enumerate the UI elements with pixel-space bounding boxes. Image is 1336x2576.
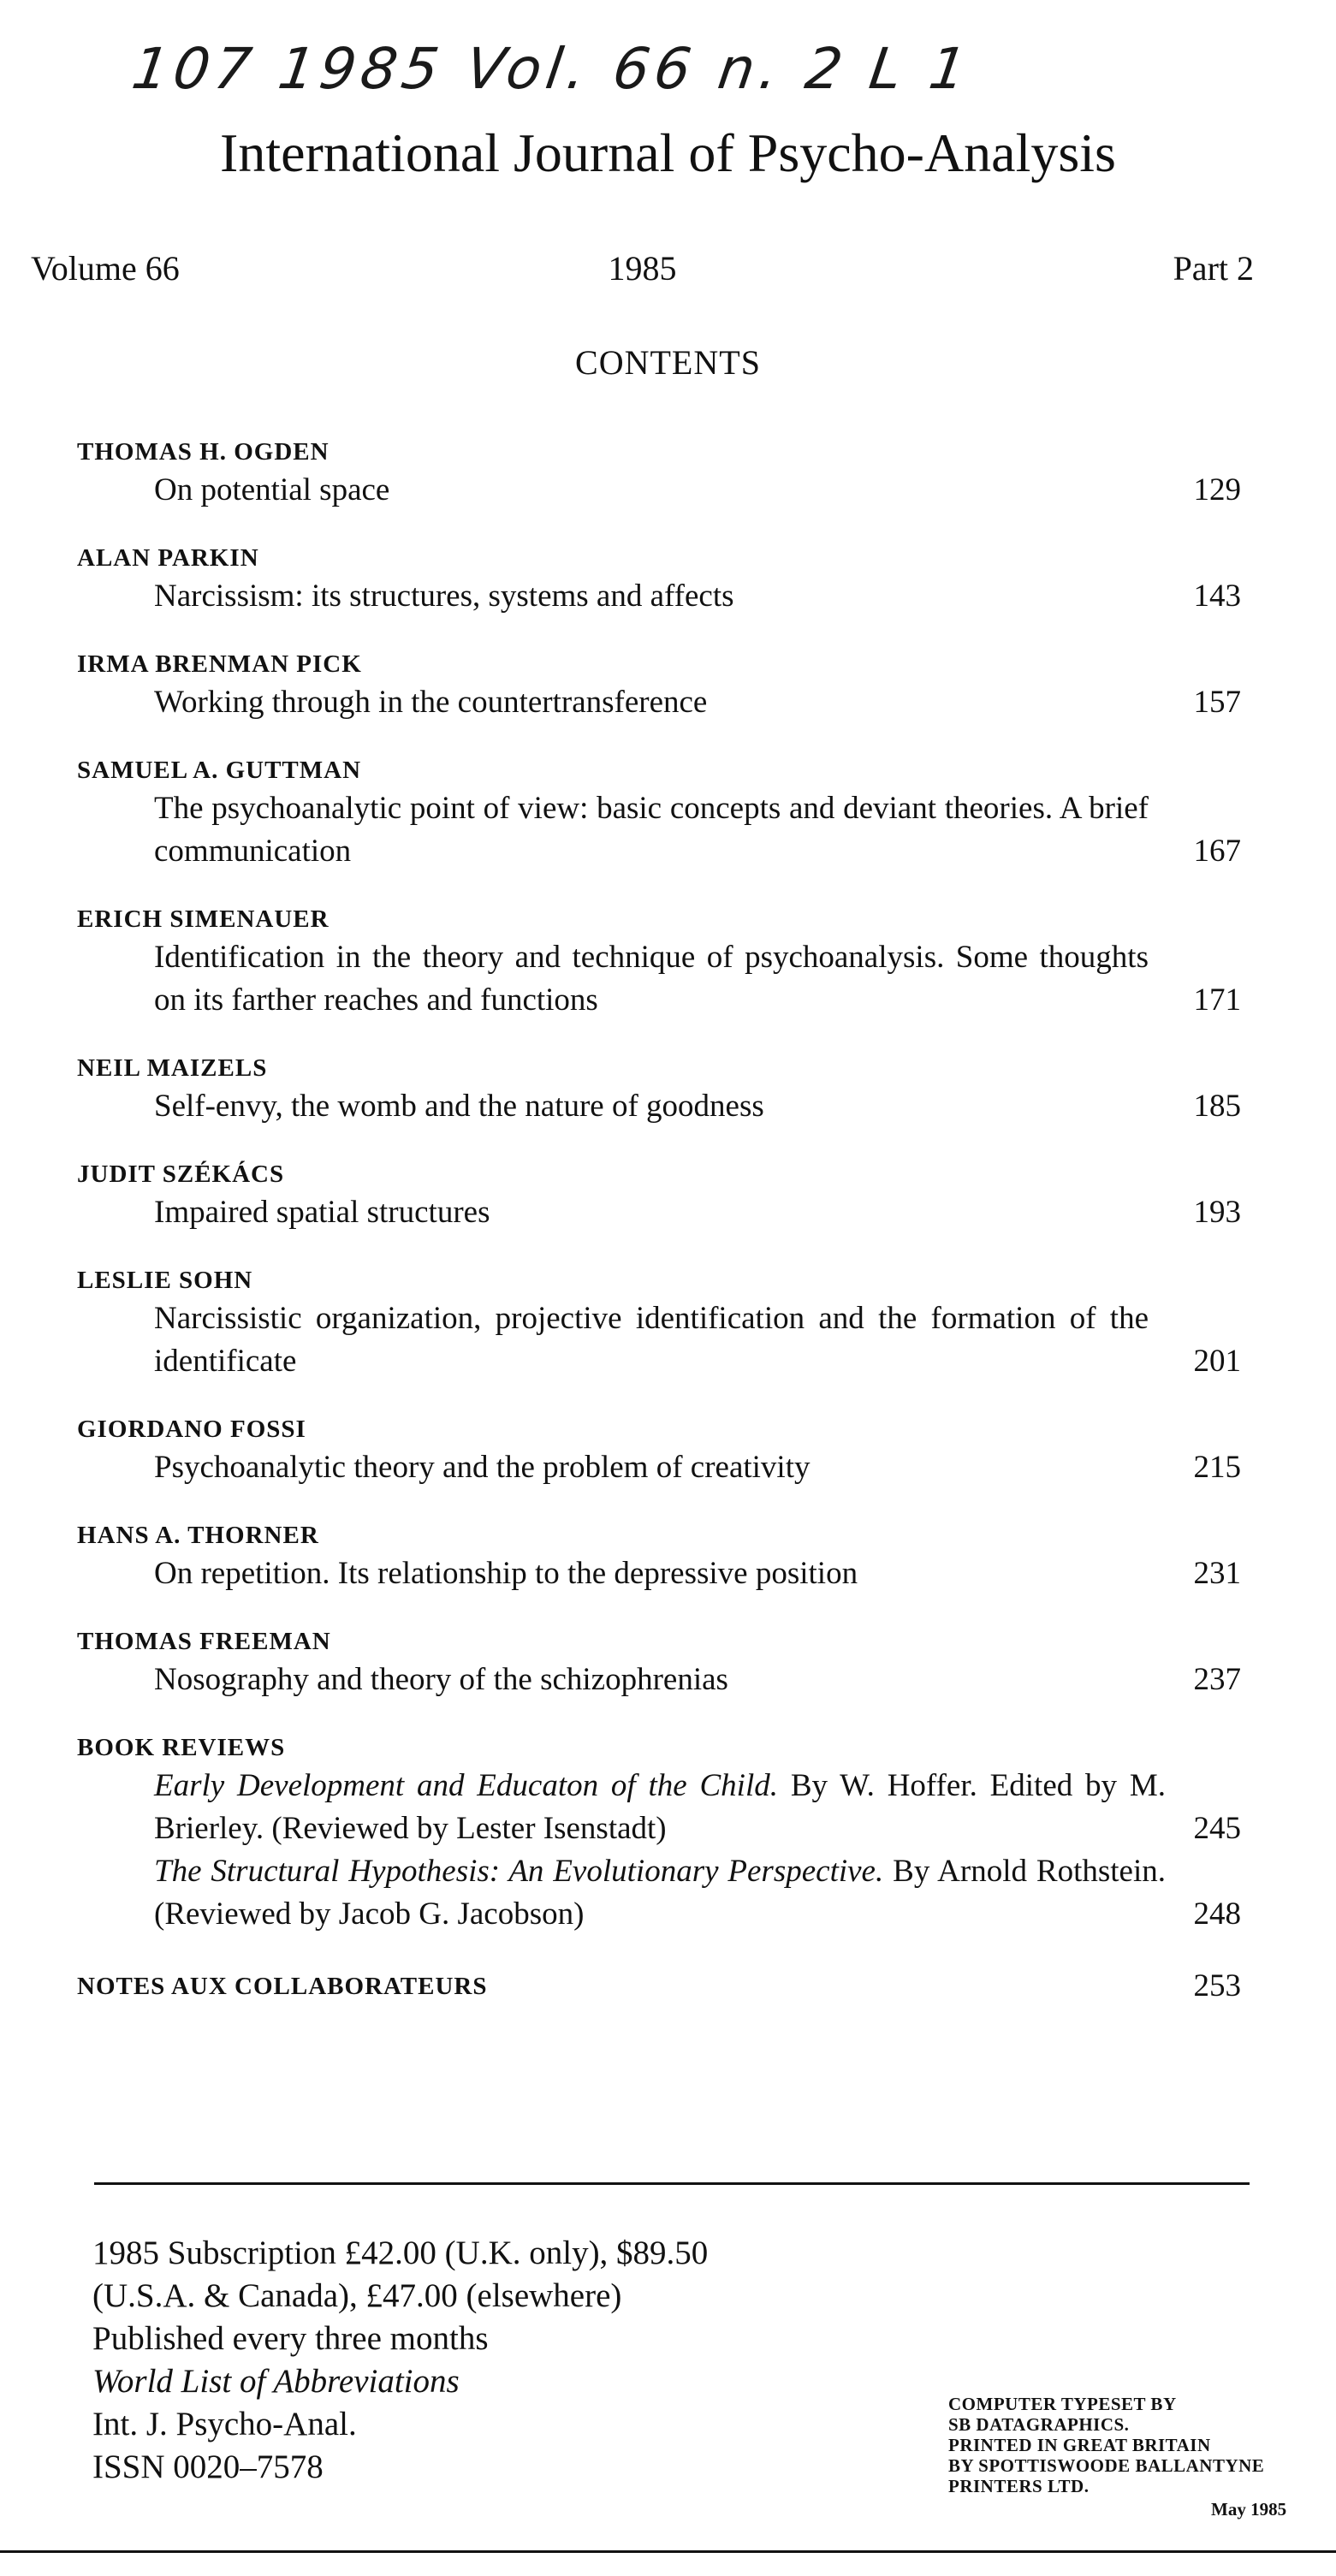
- entry-item: [77, 1085, 1241, 1128]
- entry-page-number: 129: [1193, 472, 1241, 507]
- bottom-rule: [0, 2550, 1336, 2553]
- table-of-contents: [77, 435, 1241, 2037]
- entry-author: THOMAS FREEMAN: [77, 1628, 331, 1655]
- review-item: [77, 1765, 1241, 1850]
- entry-author: SAMUEL A. GUTTMAN: [77, 757, 362, 784]
- entry-item: [77, 1297, 1241, 1383]
- review-item: [77, 1850, 1241, 1936]
- entry-title: Narcissism: its structures, systems and affects: [154, 579, 734, 614]
- review-page-number: 245: [1193, 1811, 1241, 1846]
- entry-page-number: 237: [1193, 1662, 1241, 1697]
- entry-title: Nosography and theory of the schizophrenias: [154, 1662, 728, 1697]
- entry-page-number: 201: [1193, 1344, 1241, 1379]
- printer-line: COMPUTER TYPESET BY: [948, 2394, 1177, 2414]
- entry-title: On repetition. Its relationship to the depressive position: [154, 1556, 858, 1591]
- review-book-title: Early Development and Educaton of the Child.: [154, 1768, 778, 1803]
- notes-entry: [77, 1965, 1241, 2008]
- review-book-title: The Structural Hypothesis: An Evolutionary Perspective.: [154, 1854, 884, 1889]
- entry-title: Psychoanalytic theory and the problem of creativity: [154, 1450, 811, 1485]
- publication-frequency: Published every three months: [92, 2320, 489, 2357]
- toc-entry: [77, 435, 1241, 512]
- entry-page-number: 215: [1193, 1450, 1241, 1485]
- entry-page-number: 167: [1193, 834, 1241, 869]
- entry-author: ERICH SIMENAUER: [77, 905, 330, 933]
- entry-item: [77, 681, 1241, 724]
- entry-title: On potential space: [154, 472, 390, 507]
- divider-line: [94, 2182, 1250, 2185]
- toc-entry: [77, 1624, 1241, 1701]
- volume-row: [31, 248, 1254, 291]
- toc-entry: [77, 1051, 1241, 1128]
- abbreviations-label: World List of Abbreviations: [92, 2363, 460, 2400]
- subscription-line-2: (U.S.A. & Canada), £47.00 (elsewhere): [92, 2277, 622, 2314]
- entry-item: [77, 1552, 1241, 1595]
- entry-item: [77, 469, 1241, 512]
- entry-author: THOMAS H. OGDEN: [77, 438, 330, 466]
- toc-entry: [77, 541, 1241, 618]
- entry-title: Narcissistic organization, projective identification and the formation of the identificate: [154, 1301, 1149, 1379]
- printer-line: BY SPOTTISWOODE BALLANTYNE: [948, 2455, 1265, 2476]
- entry-author: IRMA BRENMAN PICK: [77, 650, 362, 678]
- entry-page-number: 157: [1193, 685, 1241, 720]
- entry-item: [77, 575, 1241, 618]
- subscription-info: [92, 2232, 708, 2489]
- toc-entry: [77, 1263, 1241, 1383]
- entry-title: The psychoanalytic point of view: basic concepts and deviant theories. A brief communication: [154, 791, 1149, 869]
- review-page-number: 248: [1193, 1896, 1241, 1932]
- entry-page-number: 143: [1193, 579, 1241, 614]
- printer-line: PRINTERS LTD.: [948, 2476, 1090, 2496]
- printer-line: SB DATAGRAPHICS.: [948, 2414, 1130, 2435]
- subscription-line-1: 1985 Subscription £42.00 (U.K. only), $89.50: [92, 2235, 709, 2271]
- review-title: [154, 1765, 1166, 1850]
- entry-author: GIORDANO FOSSI: [77, 1416, 306, 1443]
- entry-item: [77, 787, 1241, 873]
- notes-page-number: 253: [1193, 1968, 1241, 2003]
- toc-entry: [77, 753, 1241, 873]
- journal-title: International Journal of Psycho-Analysis: [220, 122, 1116, 183]
- entry-author: LESLIE SOHN: [77, 1267, 253, 1294]
- review-title: [154, 1850, 1166, 1936]
- entry-page-number: 193: [1193, 1195, 1241, 1230]
- entry-title: Impaired spatial structures: [154, 1195, 490, 1230]
- printer-info: [948, 2394, 1291, 2496]
- contents-heading: CONTENTS: [575, 343, 761, 382]
- print-date: May 1985: [1211, 2499, 1287, 2520]
- journal-abbreviation: Int. J. Psycho-Anal.: [92, 2406, 357, 2442]
- entry-author: NEIL MAIZELS: [77, 1054, 268, 1082]
- issn: ISSN 0020–7578: [92, 2448, 324, 2485]
- toc-entry: [77, 1412, 1241, 1489]
- entry-item: [77, 1446, 1241, 1489]
- entry-author: HANS A. THORNER: [77, 1522, 319, 1549]
- entry-item: [77, 1191, 1241, 1234]
- toc-entry: [77, 1157, 1241, 1234]
- year-label: 1985: [608, 249, 677, 288]
- review-details: By W. Hoffer. Edited by M. Brierley. (Reviewed by Lester Isenstadt): [154, 1768, 1167, 1846]
- toc-entry: [77, 647, 1241, 724]
- toc-entry: [77, 902, 1241, 1022]
- entry-item: [77, 936, 1241, 1022]
- toc-entry: [77, 1518, 1241, 1595]
- entry-page-number: 185: [1193, 1089, 1241, 1124]
- handwritten-note: 107 1985 Vol. 66 n. 2 L 1: [128, 36, 976, 102]
- book-reviews-heading: BOOK REVIEWS: [77, 1734, 286, 1761]
- entry-author: JUDIT SZÉKÁCS: [77, 1160, 285, 1188]
- review-details: By Arnold Rothstein. (Reviewed by Jacob G. Jacobson): [154, 1854, 1166, 1932]
- entry-item: [77, 1659, 1241, 1701]
- entry-title: Identification in the theory and technique of psychoanalysis. Some thoughts on its farther reaches and functions: [154, 940, 1149, 1018]
- book-reviews-section: [77, 1730, 1241, 1936]
- entry-page-number: 231: [1193, 1556, 1241, 1591]
- notes-label: NOTES AUX COLLABORATEURS: [77, 1973, 488, 2000]
- entry-page-number: 171: [1193, 982, 1241, 1018]
- printer-line: PRINTED IN GREAT BRITAIN: [948, 2435, 1211, 2455]
- entry-author: ALAN PARKIN: [77, 544, 259, 572]
- part-label: Part 2: [1173, 249, 1254, 288]
- entry-title: Working through in the countertransference: [154, 685, 708, 720]
- entry-title: Self-envy, the womb and the nature of goodness: [154, 1089, 764, 1124]
- volume-label: Volume 66: [31, 249, 180, 288]
